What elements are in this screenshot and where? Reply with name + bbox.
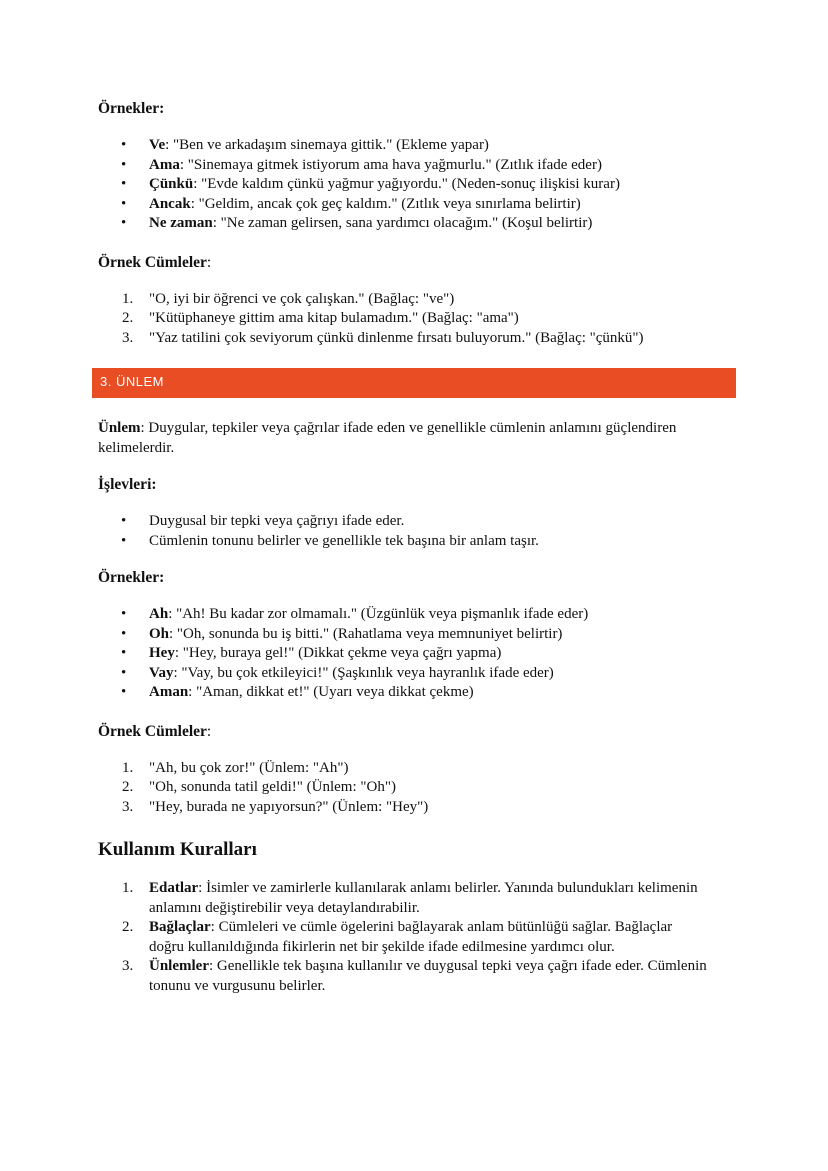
list-item: • Oh: "Oh, sonunda bu iş bitti." (Rahatlama veya memnuniyet belirtir) xyxy=(98,625,738,645)
interjection-section xyxy=(98,418,738,996)
functions-heading: İşlevleri: xyxy=(98,476,157,493)
list-item: 2. "Kütüphaneye gittim ama kitap bulamadım." (Bağlaç: "ama") xyxy=(122,310,519,326)
conjunction-examples-list xyxy=(98,136,738,234)
sentences-heading: Örnek Cümleler: xyxy=(98,253,212,271)
list-item: • Cümlenin tonunu belirler ve genellikle tek başına bir anlam taşır. xyxy=(98,532,738,552)
interjection-examples-list xyxy=(98,605,738,703)
list-item: 1. Edatlar: İsimler ve zamirlerle kullanılarak anlamı belirler. Yanında bulundukları kelimenin anlamını değiştirebilir veya detaylandırabilir. xyxy=(122,880,698,916)
list-item: • Ama: "Sinemaya gitmek istiyorum ama hava yağmurlu." (Zıtlık ifade eder) xyxy=(98,156,738,176)
list-item: • Hey: "Hey, buraya gel!" (Dikkat çekme veya çağrı yapma) xyxy=(98,644,738,664)
conjunction-sentences-list xyxy=(98,290,738,349)
section-header-bar xyxy=(92,368,736,398)
examples-heading: Örnekler: xyxy=(98,100,165,117)
list-item: 3. "Yaz tatilini çok seviyorum çünkü dinlenme fırsatı buluyorum." (Bağlaç: "çünkü") xyxy=(122,329,644,346)
sentences-heading: Örnek Cümleler: xyxy=(98,722,212,740)
usage-rules-heading: Kullanım Kuralları xyxy=(98,839,257,860)
list-item: 3. "Hey, burada ne yapıyorsun?" (Ünlem: "Hey") xyxy=(122,798,429,815)
list-item: • Aman: "Aman, dikkat et!" (Uyarı veya dikkat çekme) xyxy=(98,683,738,703)
usage-rules-list xyxy=(98,879,708,996)
list-item: • Vay: "Vay, bu çok etkileyici!" (Şaşkınlık veya hayranlık ifade eder) xyxy=(98,664,738,684)
functions-list xyxy=(98,512,738,551)
examples-heading: Örnekler: xyxy=(98,569,165,586)
list-item: 3. Ünlemler: Genellikle tek başına kullanılır ve duygusal tepki veya çağrı ifade eder. Cümlenin tonunu ve vurgusunu belirler. xyxy=(122,958,707,994)
list-item: • Ancak: "Geldim, ancak çok geç kaldım." (Zıtlık veya sınırlama belirtir) xyxy=(98,195,738,215)
section-title: 3. ÜNLEM xyxy=(100,374,164,389)
list-item: • Çünkü: "Evde kaldım çünkü yağmur yağıyordu." (Neden-sonuç ilişkisi kurar) xyxy=(98,175,738,195)
conjunction-section xyxy=(98,99,738,348)
list-item: 2. "Oh, sonunda tatil geldi!" (Ünlem: "Oh") xyxy=(122,779,396,795)
definition-paragraph: Ünlem: Duygular, tepkiler veya çağrılar ifade eden ve genellikle cümlenin anlamını güçlendiren kelimelerdir. xyxy=(98,420,677,456)
list-item: 1. "Ah, bu çok zor!" (Ünlem: "Ah") xyxy=(122,759,349,776)
list-item: 1. "O, iyi bir öğrenci ve çok çalışkan." (Bağlaç: "ve") xyxy=(122,290,455,307)
list-item: • Ne zaman: "Ne zaman gelirsen, sana yardımcı olacağım." (Koşul belirtir) xyxy=(98,214,738,234)
list-item: • Ve: "Ben ve arkadaşım sinemaya gittik." (Ekleme yapar) xyxy=(98,136,738,156)
list-item: • Duygusal bir tepki veya çağrıyı ifade eder. xyxy=(98,512,738,532)
list-item: • Ah: "Ah! Bu kadar zor olmamalı." (Üzgünlük veya pişmanlık ifade eder) xyxy=(98,605,738,625)
interjection-sentences-list xyxy=(98,759,738,818)
list-item: 2. Bağlaçlar: Cümleleri ve cümle ögelerini bağlayarak anlam bütünlüğü sağlar. Bağlaçlar doğru kullanıldığında fikirlerin net bir şekilde ifade edilmesine yardımcı olur. xyxy=(122,919,673,955)
